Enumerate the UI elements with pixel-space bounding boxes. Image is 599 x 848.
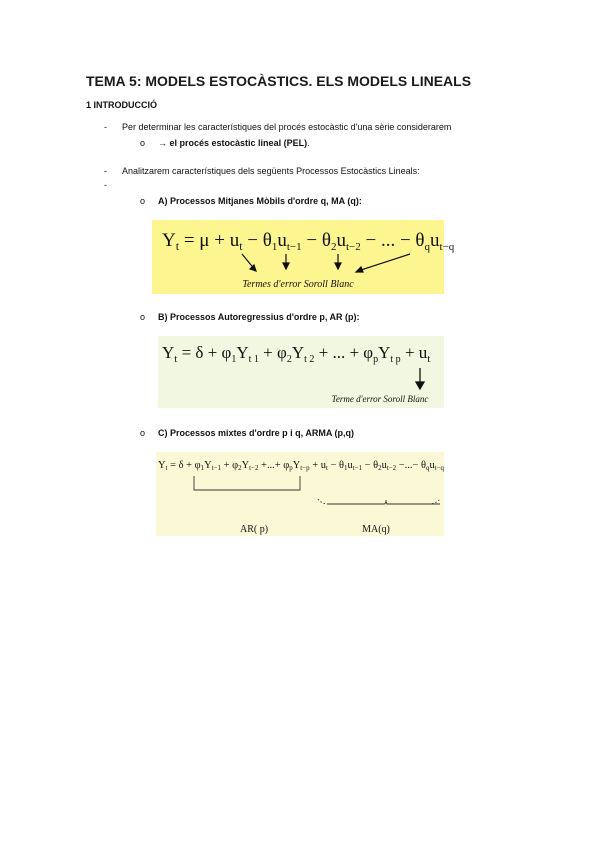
arma-equation-panel <box>156 452 444 536</box>
ar-equation: $Y_t = \delta + \varphi_1Y_{t 1} + \varphi_2Y_{t 2}$ + ... + $\varphi_pY_{t p} + u_t$ <box>162 343 431 365</box>
ar-caption: Terme d'error Soroll Blanc <box>331 394 429 404</box>
ma-equation-panel <box>152 220 455 294</box>
circle-bullet: o <box>140 428 146 438</box>
section-heading: 1 INTRODUCCIÓ <box>86 100 158 110</box>
ma-equation: $Y_t = \mu + u_t - \theta_1u_{t-1} - \theta_2u_{t-2}$ − ... − $\theta_qu_{t-q}$ <box>162 230 455 253</box>
pel-term: el procés estocàstic lineal (PEL) <box>169 138 308 148</box>
ma-caption: Termes d'error Soroll Blanc <box>242 279 354 290</box>
ar-label: AR( p) <box>239 524 269 535</box>
ma-label: MA(q) <box>362 524 390 535</box>
right-arrow-icon: → <box>158 138 167 148</box>
process-label-ar: B) Processos Autoregressius d'ordre p, AR (p): <box>158 312 360 322</box>
pel-line <box>158 138 310 148</box>
circle-bullet: o <box>140 138 146 148</box>
document-title: TEMA 5: MODELS ESTOCÀSTICS. ELS MODELS LINEALS <box>86 73 472 89</box>
process-label-ma: A) Processos Mitjanes Mòbils d'ordre q, MA (q): <box>158 196 362 206</box>
dash-bullet: - <box>104 166 107 176</box>
arma-equation: Yt = δ + φ1Yt−1 + φ2Yt−2 +...+ φpYt−p + ut − θ1ut−1 − θ2ut−2 −...− θqut−q <box>158 460 445 472</box>
item-text: Analitzarem característiques dels següents Processos Estocàstics Lineals: <box>122 166 420 176</box>
process-label-arma: C) Processos mixtes d'ordre p i q, ARMA (p,q) <box>158 428 355 438</box>
circle-bullet: o <box>140 312 146 322</box>
pel-tail: . <box>307 138 310 148</box>
item-text: Per determinar les característiques del procés estocàstic d'una sèrie considerarem <box>122 122 452 132</box>
dash-bullet: - <box>104 122 107 132</box>
dash-bullet-empty: - <box>104 180 107 190</box>
ar-equation-panel <box>158 336 444 408</box>
circle-bullet: o <box>140 196 146 206</box>
